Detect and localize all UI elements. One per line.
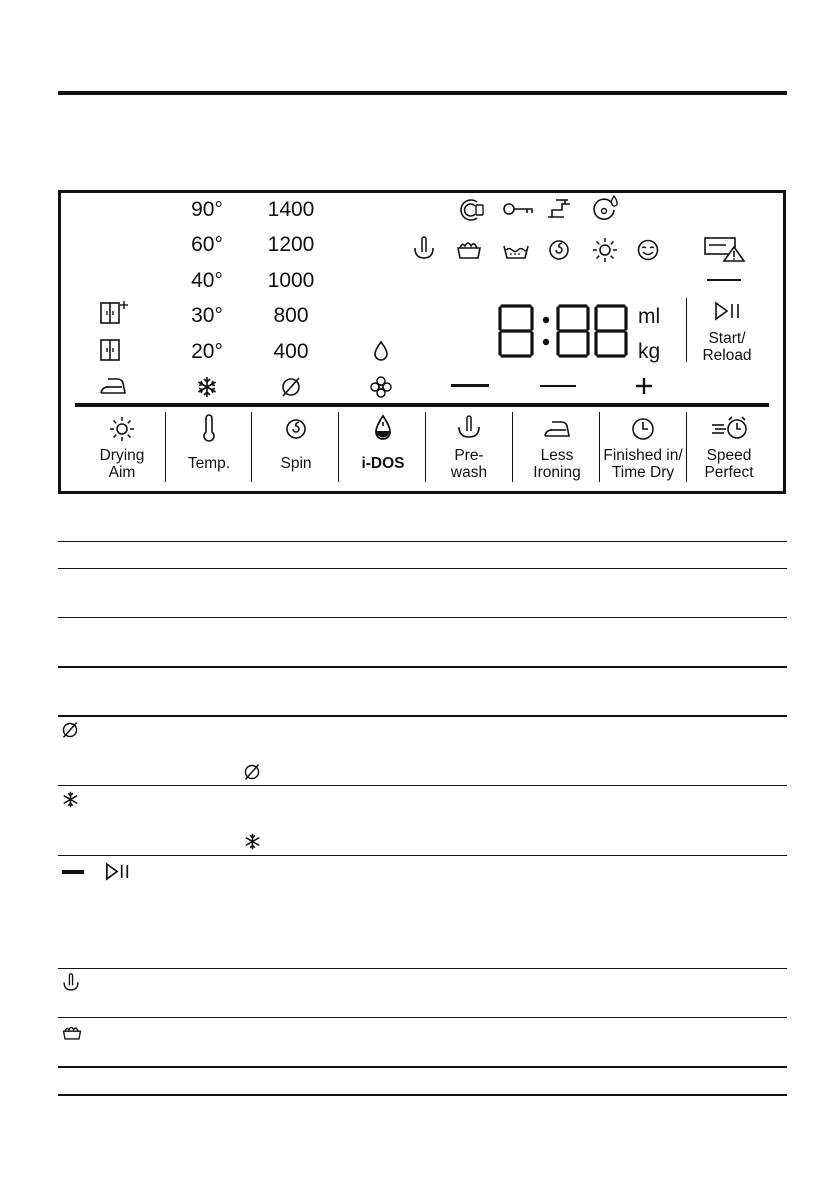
start-dash xyxy=(707,279,741,281)
start-label-line2: Reload xyxy=(702,347,752,364)
table-rule xyxy=(58,1094,787,1096)
table-rule xyxy=(58,715,787,717)
button-label-drying-aim xyxy=(78,447,166,481)
iron-icon xyxy=(98,375,128,397)
speed-perfect-line1: Speed xyxy=(706,447,752,464)
door-icon xyxy=(100,338,122,362)
prewash-line1: Pre- xyxy=(454,447,484,464)
thermometer-icon xyxy=(202,415,216,443)
door-warning-icon xyxy=(704,235,746,263)
spin-1400-label: 1400 xyxy=(267,198,315,221)
minus-dash-1 xyxy=(451,384,489,387)
panel-divider xyxy=(75,403,769,407)
no-spin-icon xyxy=(243,763,261,786)
spin-icon xyxy=(547,238,571,262)
sun-icon xyxy=(109,416,135,442)
table-rule xyxy=(58,617,787,618)
flower-icon xyxy=(369,375,393,399)
prewash-icon xyxy=(456,415,482,441)
speed-perfect-line2: Perfect xyxy=(704,464,754,481)
less-ironing-line2: Ironing xyxy=(533,464,581,481)
finished-icon xyxy=(636,238,660,262)
table-rule xyxy=(58,568,787,569)
button-label-prewash xyxy=(425,447,513,481)
button-label-idos xyxy=(339,455,427,472)
table-rule xyxy=(58,1066,787,1068)
drop-icon xyxy=(373,414,393,442)
finished-in-line1: Finished in/ xyxy=(603,447,683,464)
key-lock-icon xyxy=(502,200,534,218)
rinse-icon xyxy=(501,242,531,262)
snowflake-icon xyxy=(196,376,218,398)
table-rule xyxy=(58,968,787,969)
iron-icon xyxy=(542,418,572,440)
spin-line1: Spin xyxy=(280,455,312,472)
temp-20-label: 20° xyxy=(191,340,223,363)
drum-clean-icon xyxy=(457,197,485,223)
play-pause-icon xyxy=(105,862,131,886)
table-rule xyxy=(58,1017,787,1018)
drop-icon xyxy=(372,339,390,363)
idos-line1: i-DOS xyxy=(361,455,405,472)
prewash-line2: wash xyxy=(450,464,488,481)
spin-1000-label: 1000 xyxy=(267,269,315,292)
no-spin-icon xyxy=(280,376,302,398)
temp-60-label: 60° xyxy=(191,233,223,256)
clock-icon xyxy=(630,416,656,442)
temp-40-label: 40° xyxy=(191,269,223,292)
prewash-icon xyxy=(412,236,436,262)
spin-400-label: 400 xyxy=(273,340,309,363)
table-rule xyxy=(58,541,787,542)
button-label-temp xyxy=(165,455,253,472)
prewash-icon xyxy=(61,973,81,998)
plus-icon xyxy=(634,376,654,396)
start-reload-label xyxy=(687,330,767,364)
time-display xyxy=(498,303,630,364)
temp-30-label: 30° xyxy=(191,304,223,327)
spin-800-label: 800 xyxy=(273,304,309,327)
speed-clock-icon xyxy=(710,414,750,442)
button-label-less-ironing xyxy=(513,447,601,481)
minus-dash-2 xyxy=(540,385,576,387)
door-plus-icon xyxy=(100,300,130,326)
no-spin-icon xyxy=(61,721,79,744)
play-pause-icon xyxy=(714,301,742,321)
drum-drop-icon xyxy=(592,194,620,222)
unit-kg: kg xyxy=(638,340,661,363)
spiral-icon xyxy=(284,417,308,441)
water-tap-icon xyxy=(546,197,572,221)
wash-icon xyxy=(455,236,483,262)
snowflake-icon xyxy=(244,833,261,855)
spin-1200-label: 1200 xyxy=(267,233,315,256)
dash-icon xyxy=(62,870,84,874)
drying-icon xyxy=(592,237,618,263)
table-rule xyxy=(58,785,787,786)
finished-in-line2: Time Dry xyxy=(611,464,675,481)
table-rule xyxy=(58,855,787,856)
wash-icon xyxy=(61,1022,83,1047)
top-rule xyxy=(58,91,787,95)
button-label-finished-in xyxy=(595,447,691,481)
table-rule xyxy=(58,666,787,668)
button-label-spin xyxy=(252,455,340,472)
less-ironing-line1: Less xyxy=(540,447,574,464)
snowflake-icon xyxy=(62,791,79,813)
drying-aim-line2: Aim xyxy=(108,464,136,481)
temp-90-label: 90° xyxy=(191,198,223,221)
unit-ml: ml xyxy=(638,305,661,328)
start-label-line1: Start/ xyxy=(708,330,746,347)
button-label-speed-perfect xyxy=(685,447,773,481)
drying-aim-line1: Drying xyxy=(99,447,145,464)
temp-line1: Temp. xyxy=(187,455,231,472)
